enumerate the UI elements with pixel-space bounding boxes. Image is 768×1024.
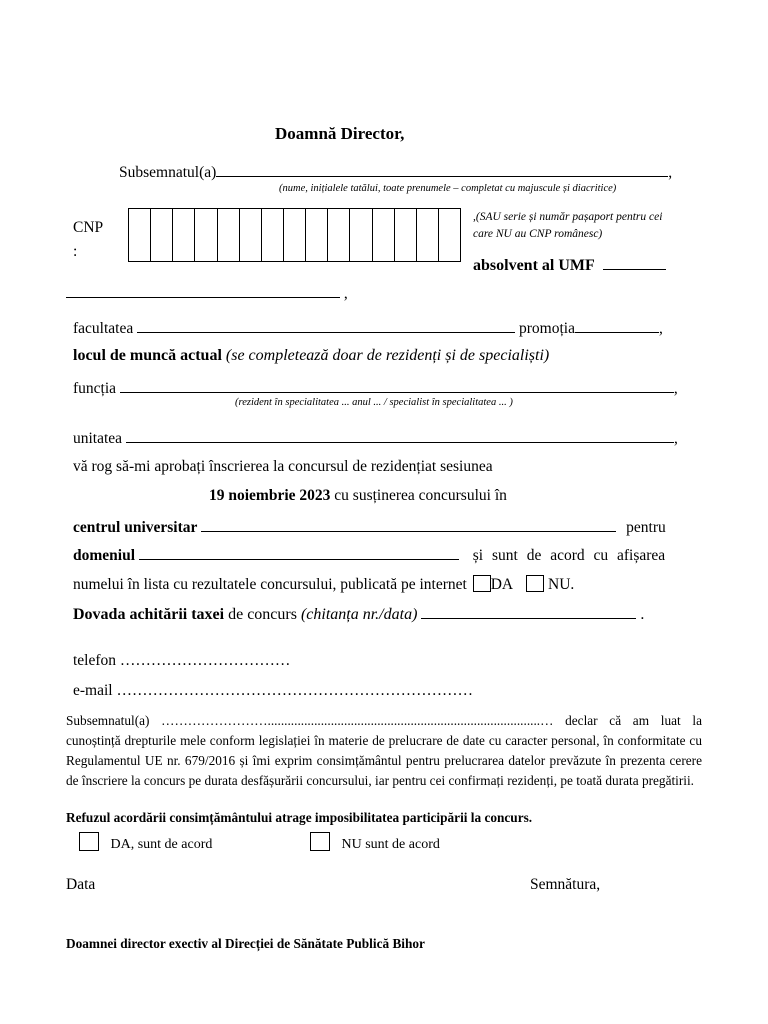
cnp-cell[interactable] bbox=[350, 209, 372, 261]
publish-text: numelui în lista cu rezultatele concursului, publicată pe internet bbox=[73, 576, 467, 593]
umf-continuation-row bbox=[66, 283, 348, 303]
publish-da-checkbox[interactable] bbox=[473, 575, 491, 592]
acord-da-label: DA, sunt de acord bbox=[110, 837, 213, 852]
cnp-cell[interactable] bbox=[328, 209, 350, 261]
name-field[interactable] bbox=[216, 162, 668, 177]
cnp-cell[interactable] bbox=[240, 209, 262, 261]
cnp-cell[interactable] bbox=[306, 209, 328, 261]
absolvent-row bbox=[473, 255, 666, 275]
comma: , bbox=[658, 320, 663, 337]
comma: , bbox=[673, 430, 678, 447]
publish-nu-label: NU. bbox=[548, 576, 575, 593]
unitatea-row bbox=[73, 428, 678, 448]
loc-munca-note: (se completează doar de rezidenți și de specialiști) bbox=[225, 347, 550, 364]
cnp-note-1: ,(SAU serie și număr pașaport pentru cei bbox=[473, 211, 663, 223]
cnp-label-colon: : bbox=[73, 243, 78, 260]
taxa-row bbox=[73, 604, 644, 624]
unitatea-label: unitatea bbox=[73, 430, 123, 447]
comma: , bbox=[673, 380, 678, 397]
unitatea-field[interactable] bbox=[126, 428, 674, 443]
acord-da-checkbox[interactable] bbox=[79, 832, 99, 851]
comma: , bbox=[668, 164, 673, 181]
acord-nu-checkbox[interactable] bbox=[310, 832, 330, 851]
taxa-italic: (chitanța nr./data) bbox=[300, 606, 418, 623]
session-rest: cu susținerea concursului în bbox=[334, 487, 507, 504]
publish-nu-checkbox[interactable] bbox=[526, 575, 544, 592]
telefon-field[interactable]: telefon …………………………… bbox=[73, 652, 291, 669]
taxa-field[interactable] bbox=[421, 604, 636, 619]
email-field[interactable]: e-mail …………………………………………………………… bbox=[73, 682, 473, 699]
domeniul-row bbox=[73, 545, 665, 565]
facultatea-label: facultatea bbox=[73, 320, 134, 337]
pentru-label: pentru bbox=[626, 519, 666, 536]
cnp-cell[interactable] bbox=[417, 209, 439, 261]
acord-nu-label: NU sunt de acord bbox=[341, 837, 440, 852]
cnp-cell[interactable] bbox=[439, 209, 460, 261]
functia-label: funcția bbox=[73, 380, 117, 397]
request-text: vă rog să-mi aprobați înscrierea la concursul de rezidențiat sesiunea bbox=[73, 458, 493, 475]
centru-row bbox=[73, 517, 666, 537]
cnp-note-2: care NU au CNP românesc) bbox=[473, 228, 603, 240]
cnp-boxes[interactable] bbox=[128, 208, 461, 262]
cnp-cell[interactable] bbox=[173, 209, 195, 261]
cnp-cell[interactable] bbox=[151, 209, 173, 261]
session-date: 19 noiembrie 2023 bbox=[209, 487, 331, 504]
acord-nu-row[interactable] bbox=[310, 832, 440, 853]
footer-addressee: Doamnei director exectiv al Direcției de Sănătate Publică Bihor bbox=[66, 936, 425, 951]
functia-hint: (rezident în specialitatea ... anul ... / specialist în specialitatea ... ) bbox=[235, 397, 513, 408]
name-hint: (nume, inițialele tatălui, toate prenumele – completat cu majuscule și diacritice) bbox=[279, 183, 617, 194]
cnp-label: CNP bbox=[73, 219, 104, 236]
functia-field[interactable] bbox=[120, 378, 674, 393]
functia-row bbox=[73, 378, 678, 398]
comma: , bbox=[343, 285, 348, 302]
cnp-cell[interactable] bbox=[218, 209, 240, 261]
acord-da-row[interactable] bbox=[79, 832, 212, 853]
refuz-notice: Refuzul acordării consimțământului atrage imposibilitatea participării la concurs. bbox=[66, 810, 533, 825]
facultatea-row bbox=[73, 318, 663, 338]
semnatura-label: Semnătura, bbox=[530, 876, 601, 893]
domeniul-rest: și sunt de acord cu afișarea bbox=[472, 547, 666, 564]
cnp-cell[interactable] bbox=[395, 209, 417, 261]
subsemnatul-label: Subsemnatul(a) bbox=[119, 164, 217, 181]
absolvent-label: absolvent al UMF bbox=[473, 257, 595, 274]
taxa-normal: de concurs bbox=[228, 606, 297, 623]
salutation: Doamnă Director, bbox=[275, 124, 405, 143]
facultatea-field[interactable] bbox=[137, 318, 515, 333]
promotia-field[interactable] bbox=[575, 318, 659, 333]
taxa-end: . bbox=[640, 606, 645, 623]
umf-field[interactable] bbox=[603, 255, 666, 270]
domeniul-field[interactable] bbox=[139, 545, 459, 560]
subsemnatul-row bbox=[119, 162, 672, 182]
publish-row bbox=[73, 575, 574, 594]
taxa-bold: Dovada achitării taxei bbox=[73, 606, 225, 623]
centru-field[interactable] bbox=[201, 517, 616, 532]
domeniul-label: domeniul bbox=[73, 547, 136, 564]
publish-da-label: DA bbox=[490, 576, 513, 593]
cnp-cell[interactable] bbox=[373, 209, 395, 261]
cnp-cell[interactable] bbox=[195, 209, 217, 261]
session-row bbox=[209, 487, 507, 505]
umf-field-2[interactable] bbox=[66, 283, 340, 298]
cnp-cell[interactable] bbox=[129, 209, 151, 261]
cnp-cell[interactable] bbox=[284, 209, 306, 261]
loc-munca-label: locul de muncă actual bbox=[73, 347, 222, 364]
consent-paragraph: Subsemnatul(a) ……………………..................................................................................… declar că am luat la cunoștință drepturile mele conform legislației în materie de prelucrare de date cu caracter personal, în conformitate cu Regulamentul UE nr. 679/2016 și îmi exprim consimțământul pentru prelucrarea datelor prevăzute în prezenta cerere de înscriere la concurs pe durata desfășurării concursului, iar pentru cei confirmați rezidenți, pe toată durata pregătirii. bbox=[66, 713, 702, 788]
centru-label: centrul universitar bbox=[73, 519, 198, 536]
data-label: Data bbox=[66, 876, 96, 893]
loc-munca-row bbox=[73, 347, 549, 365]
cnp-cell[interactable] bbox=[262, 209, 284, 261]
promotia-label: promoția bbox=[518, 320, 575, 337]
